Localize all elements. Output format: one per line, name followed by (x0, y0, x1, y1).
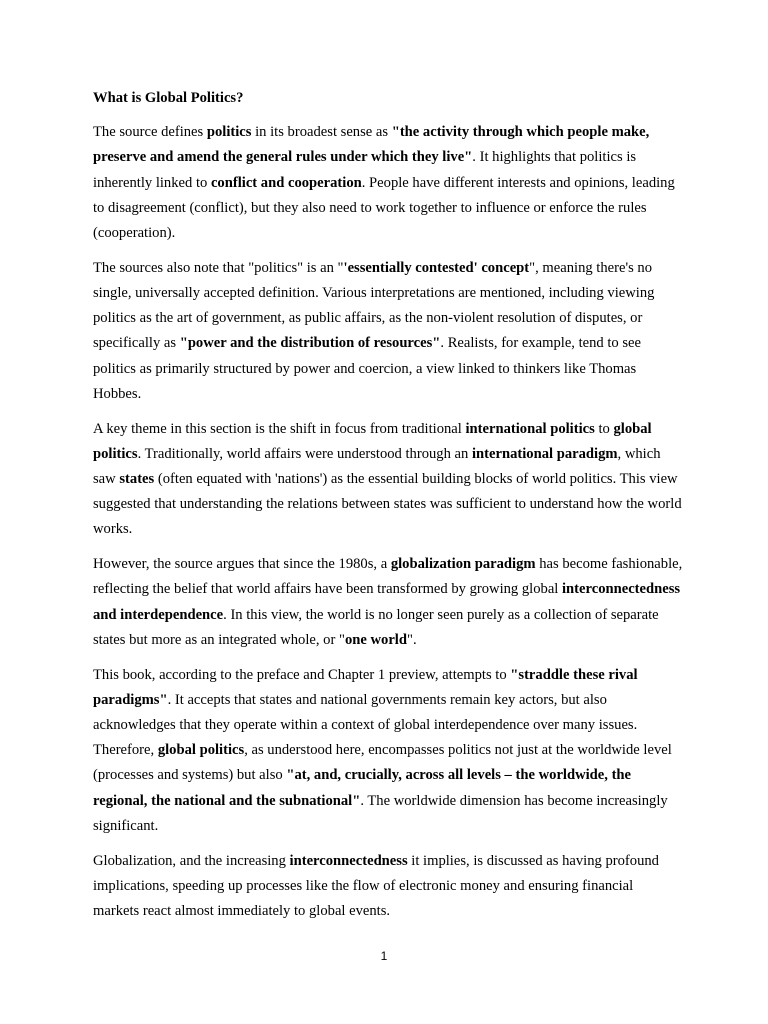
bold-text: "the activity through which people make, preserve and amend the general rules under which they live" (93, 124, 650, 166)
text-run: . It highlights that politics is inherently linked to (93, 149, 637, 191)
document-body (93, 120, 683, 924)
paragraph (93, 663, 683, 839)
bold-text: global politics (157, 742, 245, 759)
text-run: Globalization, and the increasing (93, 852, 290, 869)
text-run: . Traditionally, world affairs were understood through an (137, 445, 472, 462)
page-number: 1 (380, 949, 388, 963)
bold-text: states (119, 471, 155, 488)
bold-text: 'essentially contested' concept (343, 259, 530, 276)
text-run: , which saw (93, 445, 661, 488)
text-run: This book, according to the preface and Chapter 1 preview, attempts to (93, 666, 511, 683)
text-run: to (594, 420, 614, 437)
text-run: (often equated with 'nations') as the essential building blocks of world politics. This view suggested that understanding the relations between states was sufficient to understand how the world works. (93, 471, 682, 538)
bold-text: interconnectedness (289, 852, 408, 869)
bold-text: politics (206, 124, 252, 141)
paragraph (93, 120, 683, 246)
text-run: . Realists, for example, tend to see politics as primarily structured by power and coercion, a view linked to thinkers like Thomas Hobbes. (93, 335, 641, 402)
text-run: . It accepts that states and national governments remain key actors, but also acknowledges that they operate within a context of global interdependence over many issues. Therefore, (93, 691, 638, 759)
text-run: The sources also note that "politics" is an " (93, 259, 344, 276)
bold-text: international paradigm (471, 445, 618, 462)
bold-text: global politics (93, 420, 652, 462)
text-run: ". (406, 631, 417, 648)
paragraph (93, 849, 683, 925)
bold-text: interconnectedness and interdependence (93, 581, 681, 623)
bold-text: globalization paradigm (390, 556, 536, 573)
text-run: . In this view, the world is no longer seen purely as a collection of separate states but more as an integrated whole, or " (93, 606, 659, 648)
paragraph (93, 417, 683, 543)
text-run: has become fashionable, reflecting the belief that world affairs have been transformed by growing global (93, 556, 683, 598)
text-run: . People have different interests and opinions, leading to disagreement (conflict), but they also need to work together to influence or enforce the rules (cooperation). (93, 174, 675, 242)
bold-text: conflict and cooperation (210, 174, 362, 191)
text-run: , as understood here, encompasses politics not just at the worldwide level (processes and systems) but also (93, 742, 672, 784)
text-run: ", meaning there's no single, universally accepted definition. Various interpretations are mentioned, including viewing politics as the art of government, as public affairs, as the non-violent resolution of disputes, or specifically as (93, 259, 655, 352)
document-page (93, 86, 683, 934)
bold-text: one world (344, 631, 407, 648)
document-heading: What is Global Politics? (93, 90, 244, 106)
text-run: A key theme in this section is the shift in focus from traditional (93, 420, 466, 437)
paragraph (93, 256, 683, 407)
bold-text: "straddle these rival paradigms" (93, 666, 638, 708)
paragraph (93, 552, 683, 653)
text-run: it implies, is discussed as having profound implications, speeding up processes like the flow of electronic money and ensuring financial markets react almost immediately to global events. (93, 852, 659, 920)
text-run: The source defines (93, 124, 207, 141)
bold-text: "at, and, crucially, across all levels – the worldwide, the regional, the national and the subnational" (93, 767, 632, 809)
bold-text: "power and the distribution of resources" (179, 335, 441, 352)
text-run: in its broadest sense as (251, 124, 392, 141)
text-run: However, the source argues that since the 1980s, a (93, 556, 391, 573)
text-run: . The worldwide dimension has become increasingly significant. (93, 792, 668, 834)
bold-text: international politics (465, 420, 595, 437)
